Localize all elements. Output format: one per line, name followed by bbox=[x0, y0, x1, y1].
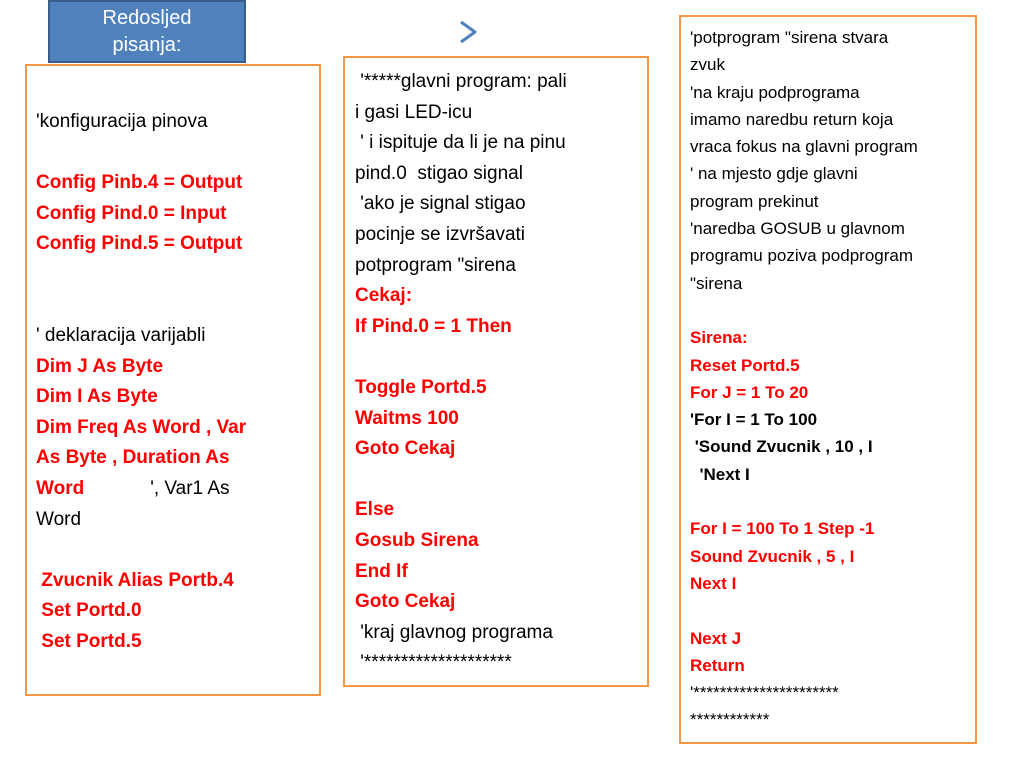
code-line: ************ bbox=[690, 710, 770, 730]
code-line: 'ako je signal stigao bbox=[355, 193, 526, 215]
code-line: Next J bbox=[690, 628, 742, 648]
code-line: If Pind.0 = 1 Then bbox=[355, 315, 512, 337]
code-line: Zvucnik Alias Portb.4 bbox=[36, 569, 234, 591]
code-line: 'Next I bbox=[690, 464, 750, 484]
code-fragment: Word bbox=[36, 477, 85, 499]
code-line: '********************** bbox=[690, 683, 839, 703]
code-line: As Byte , Duration As bbox=[36, 447, 230, 469]
code-line: i gasi LED-icu bbox=[355, 101, 473, 123]
code-line: programu poziva podprogram bbox=[690, 246, 914, 266]
code-line: 'Sound Zvucnik , 10 , I bbox=[690, 437, 873, 457]
code-line: Config Pind.5 = Output bbox=[36, 233, 243, 255]
code-line: Set Portd.0 bbox=[36, 600, 142, 622]
code-line: '*****glavni program: pali bbox=[355, 71, 567, 92]
code-line: Else bbox=[355, 499, 395, 521]
code-line: End If bbox=[355, 560, 408, 582]
config-panel bbox=[25, 64, 321, 696]
code-line: potprogram "sirena bbox=[355, 254, 516, 276]
code-line: Sirena: bbox=[690, 328, 748, 348]
code-line: 'kraj glavnog programa bbox=[355, 621, 553, 643]
code-line: For I = 100 To 1 Step -1 bbox=[690, 519, 875, 539]
code-line: ' na mjesto gdje glavni bbox=[690, 164, 858, 184]
right-arrow-icon bbox=[285, 18, 481, 46]
code-line: Gosub Sirena bbox=[355, 529, 479, 551]
code-line: Word bbox=[36, 508, 82, 530]
code-line: "sirena bbox=[690, 273, 743, 293]
code-line: Next I bbox=[690, 573, 737, 593]
code-line: ' i ispituje da li je na pinu bbox=[355, 132, 566, 154]
code-line: For J = 1 To 20 bbox=[690, 382, 809, 402]
code-line: Reset Portd.5 bbox=[690, 355, 800, 375]
badge-line-2: pisanja: bbox=[112, 34, 182, 56]
code-line: pocinje se izvršavati bbox=[355, 223, 526, 245]
code-line: imamo naredbu return koja bbox=[690, 109, 894, 129]
code-line: 'potprogram "sirena stvara bbox=[690, 28, 889, 47]
code-line: 'naredba GOSUB u glavnom bbox=[690, 219, 905, 239]
code-line: 'na kraju podprograma bbox=[690, 82, 860, 102]
code-line: Goto Cekaj bbox=[355, 591, 456, 613]
code-line: Dim Freq As Word , Var bbox=[36, 416, 247, 438]
code-line: zvuk bbox=[690, 55, 725, 75]
code-line: vraca fokus na glavni program bbox=[690, 137, 918, 157]
code-line: Dim I As Byte bbox=[36, 386, 158, 408]
main-program-panel bbox=[343, 56, 649, 687]
subprogram-panel bbox=[679, 15, 977, 744]
code-line: program prekinut bbox=[690, 191, 819, 211]
code-line: Goto Cekaj bbox=[355, 438, 456, 460]
code-line: Config Pinb.4 = Output bbox=[36, 172, 243, 194]
order-badge bbox=[48, 0, 246, 63]
code-line: Cekaj: bbox=[355, 285, 413, 307]
code-line: Sound Zvucnik , 5 , I bbox=[690, 546, 855, 566]
code-fragment: ', Var1 As bbox=[150, 477, 230, 499]
code-line: Dim J As Byte bbox=[36, 355, 164, 377]
code-line: ' deklaracija varijabli bbox=[36, 324, 206, 346]
code-line: Toggle Portd.5 bbox=[355, 376, 487, 398]
badge-line-1: Redosljed bbox=[102, 7, 192, 29]
code-line: Set Portd.5 bbox=[36, 630, 142, 652]
code-line: 'konfiguracija pinova bbox=[36, 111, 208, 132]
code-line: pind.0 stigao signal bbox=[355, 162, 523, 184]
code-line: '******************** bbox=[355, 652, 512, 674]
code-line bbox=[36, 474, 246, 505]
code-line: Return bbox=[690, 655, 745, 675]
code-line: Waitms 100 bbox=[355, 407, 459, 429]
code-line: 'For I = 1 To 100 bbox=[690, 410, 818, 430]
code-line: Config Pind.0 = Input bbox=[36, 202, 227, 224]
